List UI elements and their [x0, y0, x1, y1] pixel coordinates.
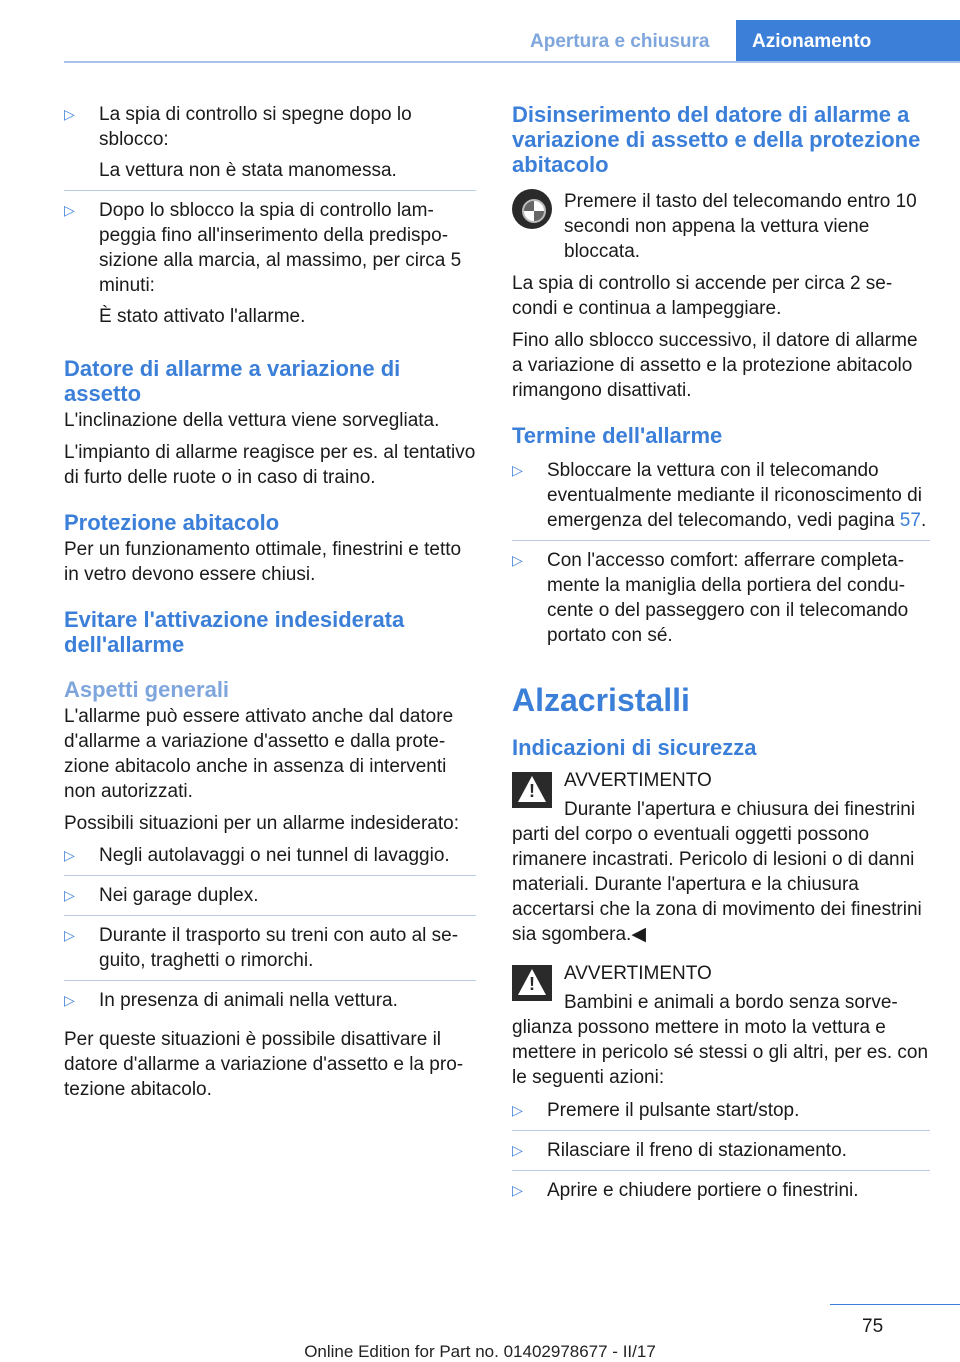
list-item-result: È stato attivato l'allarme. [99, 306, 306, 327]
list-item: ▷ Nei garage duplex. [64, 883, 476, 916]
list-item: ▷ Sbloccare la vettura con il telecomando eventualmente mediante il riconoscimento di emergenza del telecomando, vedi pagina 57. [512, 458, 930, 541]
list-item: ▷ Durante il trasporto su treni con auto al seguito, traghetti o rimorchi. [64, 923, 476, 981]
footer-edition: Online Edition for Part no. 01402978677 - II/17 [304, 1342, 656, 1361]
warning-title: AVVERTIMENTO [564, 770, 712, 791]
triangle-bullet-icon: ▷ [512, 462, 523, 478]
list-item: ▷ Aprire e chiudere portiere o finestrini. [512, 1180, 859, 1201]
paragraph: Fino allo sblocco successivo, il datore di allarme a variazione di assetto e la protezione abitacolo rimangono disattivati. [512, 330, 918, 401]
warning-text: Bambini e animali a bordo senza sorveglianza possono mettere in moto la vettura e mettere in pericolo sé stessi o gli altri, per es. con le seguenti azioni: [512, 992, 929, 1088]
right-column [512, 102, 930, 1217]
warning-box [512, 768, 930, 947]
warning-box [512, 961, 930, 1090]
header-rule [64, 61, 960, 63]
warning-icon [512, 772, 552, 808]
warning-icon [512, 965, 552, 1001]
list-item: ▷ Dopo lo sblocco la spia di controllo lampeggia fino all'inserimento della predisposizione alla marcia, al massimo, per circa 5 minuti: È stato attivato l'allarme. [64, 198, 476, 336]
remote-key-row [512, 189, 930, 264]
triangle-bullet-icon: ▷ [512, 1182, 523, 1198]
heading-avoid-false-alarm: Evitare l'attivazione indesiderata dell'allarme [64, 607, 405, 657]
heading-power-windows: Alzacristalli [512, 682, 690, 718]
risk-actions-list [512, 1098, 930, 1210]
list-item-result: La vettura non è stata manomessa. [99, 160, 397, 181]
list-item: ▷ La spia di controllo si spegne dopo lo sblocco: La vettura non è stata manomessa. [64, 102, 476, 191]
list-item: ▷ Con l'accesso comfort: afferrare completamente la maniglia della portiera del conducente o del passeggero con il telecomando portato con sé. [512, 550, 909, 646]
triangle-bullet-icon: ▷ [64, 106, 75, 122]
heading-end-alarm: Termine dell'allarme [512, 423, 723, 448]
heading-interior-protection: Protezione abitacolo [64, 510, 280, 535]
indicator-list [64, 102, 476, 336]
warning-text: Durante l'apertura e chiusura dei finestrini parti del corpo o eventuali oggetti possono rimanere incastrati. Pericolo di lesioni o di danni materiali. Durante l'apertura e la chiusura accertarsi che la zona di movimento dei finestrini sia sgombera.◀ [512, 799, 922, 945]
triangle-bullet-icon: ▷ [512, 1142, 523, 1158]
header-section-title: Apertura e chiusura [530, 31, 710, 52]
triangle-bullet-icon: ▷ [64, 202, 75, 218]
footer-rule [830, 1304, 960, 1305]
list-item: ▷ Negli autolavaggi o nei tunnel di lavaggio. [64, 843, 476, 876]
paragraph: La spia di controllo si accende per circa 2 secondi e continua a lampeggiare. [512, 273, 893, 319]
left-column [64, 102, 476, 1109]
heading-disable-alarm: Disinserimento del datore di allarme a variazione di assetto e della protezione abitacolo [512, 102, 921, 177]
triangle-bullet-icon: ▷ [512, 552, 523, 568]
paragraph: L'allarme può essere attivato anche dal datore d'allarme a variazione d'assetto e dalla protezione abitacolo anche in assenza di interventi non autorizzati. [64, 706, 454, 802]
heading-tilt-alarm: Datore di allarme a variazione di assetto [64, 356, 401, 406]
triangle-bullet-icon: ▷ [64, 992, 75, 1008]
triangle-bullet-icon: ▷ [64, 887, 75, 903]
header-chapter-tab: Azionamento [736, 20, 960, 62]
list-item: ▷ Premere il pulsante start/stop. [512, 1098, 930, 1131]
remote-key-icon [512, 189, 552, 229]
warning-title: AVVERTIMENTO [564, 963, 712, 984]
heading-general: Aspetti generali [64, 677, 230, 702]
paragraph: Possibili situazioni per un allarme indesiderato: [64, 813, 459, 834]
paragraph: Per queste situazioni è possibile disattivare il datore d'allarme a variazione d'assetto e la protezione abitacolo. [64, 1029, 464, 1100]
paragraph: Per un funzionamento ottimale, finestrini e tetto in vetro devono essere chiusi. [64, 539, 462, 585]
paragraph: L'inclinazione della vettura viene sorvegliata. [64, 410, 440, 431]
list-item: ▷ In presenza di animali nella vettura. [64, 990, 398, 1011]
triangle-bullet-icon: ▷ [64, 847, 75, 863]
situations-list [64, 843, 476, 1020]
heading-safety-notes: Indicazioni di sicurezza [512, 735, 757, 760]
triangle-bullet-icon: ▷ [64, 927, 75, 943]
triangle-bullet-icon: ▷ [512, 1102, 523, 1118]
paragraph: L'impianto di allarme reagisce per es. al tentativo di furto delle ruote o in caso di traino. [64, 442, 476, 488]
page-number: 75 [862, 1316, 884, 1337]
page-reference-link[interactable]: 57 [899, 510, 921, 531]
list-item: ▷ Rilasciare il freno di stazionamento. [512, 1138, 930, 1171]
paragraph: Premere il tasto del telecomando entro 10 secondi non appena la vettura viene bloccata. [564, 191, 917, 262]
end-alarm-list [512, 458, 930, 655]
